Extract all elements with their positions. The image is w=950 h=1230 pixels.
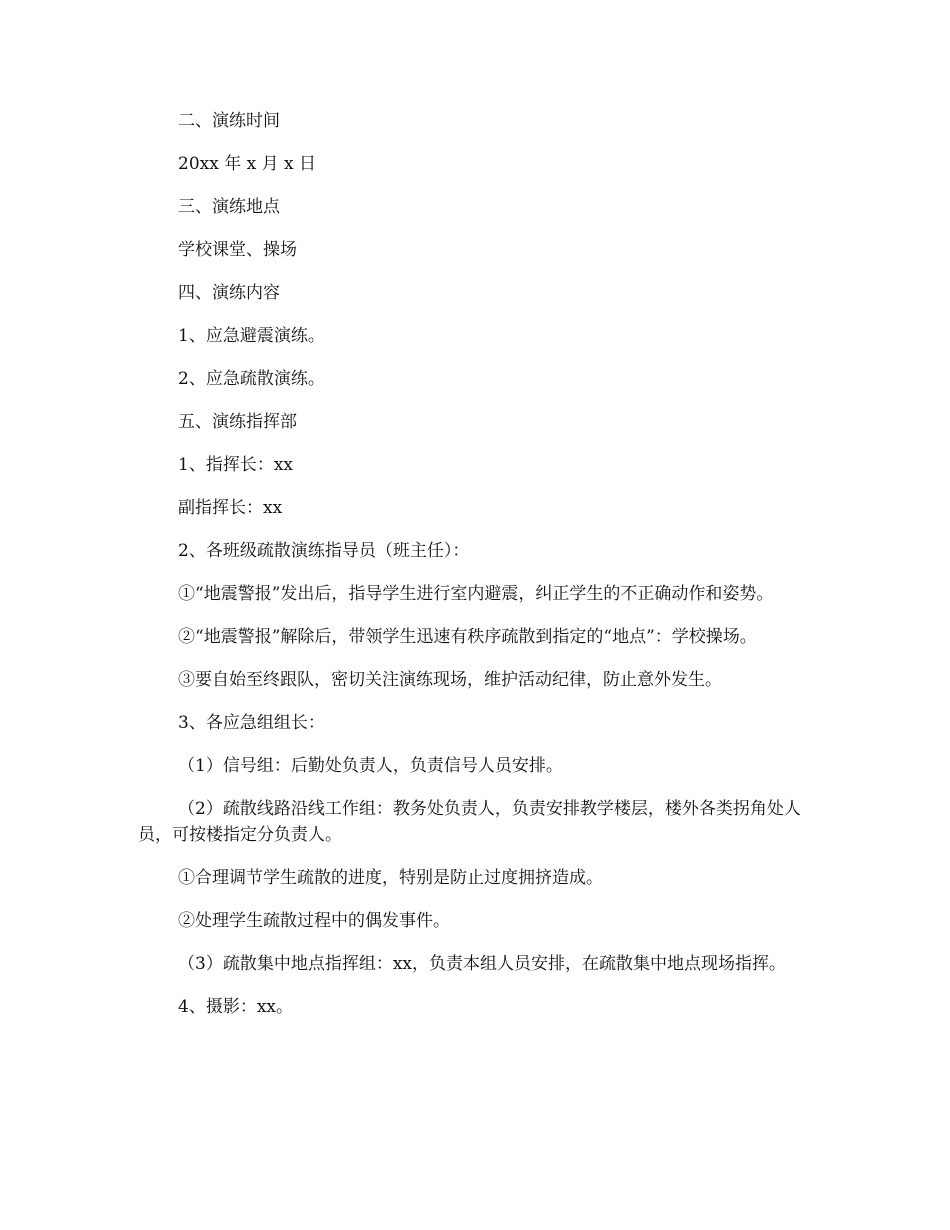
content-item-1: 1、应急避震演练。	[178, 326, 325, 346]
section-heading-drill-time: 二、演练时间	[178, 111, 280, 131]
route-work-group: （2）疏散线路沿线工作组：教务处负责人，负责安排教学楼层，楼外各类拐角处人员，可按楼指定分负责人。	[138, 799, 801, 845]
route-duty-1: ①合理调节学生疏散的进度，特别是防止过度拥挤造成。	[178, 868, 603, 888]
photography: 4、摄影：xx。	[178, 997, 293, 1017]
drill-date: 20xx 年 x 月 x 日	[178, 154, 317, 174]
section-heading-drill-location: 三、演练地点	[178, 197, 280, 217]
assembly-command-group: （3）疏散集中地点指挥组：xx，负责本组人员安排，在疏散集中地点现场指挥。	[178, 954, 786, 974]
class-instructors-heading: 2、各班级疏散演练指导员（班主任）：	[178, 541, 470, 561]
instructor-duty-1: ①“地震警报”发出后，指导学生进行室内避震，纠正学生的不正确动作和姿势。	[178, 584, 774, 604]
route-duty-2: ②处理学生疏散过程中的偶发事件。	[178, 911, 450, 931]
emergency-leaders-heading: 3、各应急组组长：	[178, 713, 325, 733]
signal-group: （1）信号组：后勤处负责人，负责信号人员安排。	[178, 756, 563, 776]
commander: 1、指挥长：xx	[178, 455, 293, 475]
instructor-duty-2: ②“地震警报”解除后，带领学生迅速有秩序疏散到指定的“地点”：学校操场。	[178, 627, 757, 647]
drill-location: 学校课堂、操场	[178, 240, 297, 260]
content-item-2: 2、应急疏散演练。	[178, 369, 325, 389]
instructor-duty-3: ③要自始至终跟队，密切关注演练现场，维护活动纪律，防止意外发生。	[178, 670, 722, 690]
section-heading-command: 五、演练指挥部	[178, 412, 297, 432]
section-heading-drill-content: 四、演练内容	[178, 283, 280, 303]
document-body	[138, 108, 818, 1020]
deputy-commander: 副指挥长：xx	[178, 498, 283, 518]
